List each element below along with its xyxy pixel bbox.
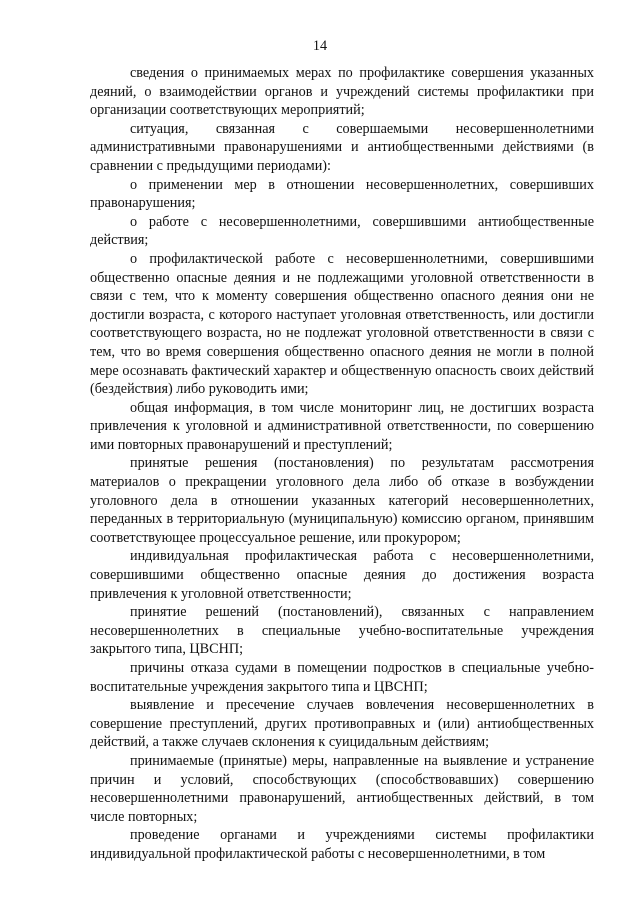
paragraph: индивидуальная профилактическая работа с несовершеннолетними, совершившими общественно опасные деяния до достижения возраста привлечения к уголовной ответственности; <box>90 548 594 602</box>
paragraph: выявление и пресечение случаев вовлечения несовершеннолетних в совершение преступлений, других противоправных и (или) антиобщественных действий, а также случаев склонения к суицидальным действиям; <box>90 697 594 751</box>
paragraph: причины отказа судами в помещении подростков в специальные учебно-воспитательные учреждения закрытого типа и ЦВСНП; <box>90 660 594 695</box>
paragraph: принятие решений (постановлений), связанных с направлением несовершеннолетних в специальные учебно-воспитательные учреждения закрытого типа, ЦВСНП; <box>90 604 594 658</box>
paragraph: общая информация, в том числе мониторинг лиц, не достигших возраста привлечения к уголовной и административной ответственности, по совершению ими повторных правонарушений и преступлений; <box>90 399 594 453</box>
document-body <box>90 64 594 864</box>
page-number: 14 <box>312 38 328 54</box>
paragraph: принятые решения (постановления) по результатам рассмотрения материалов о прекращении уголовного дела либо об отказе в возбуждении уголовного дела в отношении указанных категорий несовершеннолетних, переданных в территориальную (муниципальную) комиссию органом, принявшим соответствующее процессуальное решение, или прокурором; <box>90 455 594 546</box>
paragraph: о профилактической работе с несовершеннолетними, совершившими общественно опасные деяния и не подлежащими уголовной ответственности в связи с тем, что к моменту совершения общественно опасного деяния они не достигли возраста, с которого наступает уголовная ответственность, или достигли соответствующего возраста, но не подлежат уголовной ответственности в связи с тем, что во время совершения общественно опасного деяния не могли в полной мере осознавать фактический характер и общественную опасность своих действий (бездействия) либо руководить ими; <box>90 250 594 398</box>
paragraph: сведения о принимаемых мерах по профилактике совершения указанных деяний, о взаимодействии органов и учреждений системы профилактики при организации соответствующих мероприятий; <box>90 65 594 119</box>
paragraph: ситуация, связанная с совершаемыми несовершеннолетними административными правонарушениями и антиобщественными действиями (в сравнении с предыдущими периодами): <box>90 120 594 174</box>
paragraph: принимаемые (принятые) меры, направленные на выявление и устранение причин и условий, способствующих (способствовавших) совершению несовершеннолетними правонарушений, антиобщественных действий, в том числе повторных; <box>90 752 594 825</box>
paragraph: о работе с несовершеннолетними, совершившими антиобщественные действия; <box>90 213 594 249</box>
paragraph: проведение органами и учреждениями системы профилактики индивидуальной профилактической работы с несовершеннолетними, в том <box>90 827 594 862</box>
paragraph: о применении мер в отношении несовершеннолетних, совершивших правонарушения; <box>90 176 594 212</box>
